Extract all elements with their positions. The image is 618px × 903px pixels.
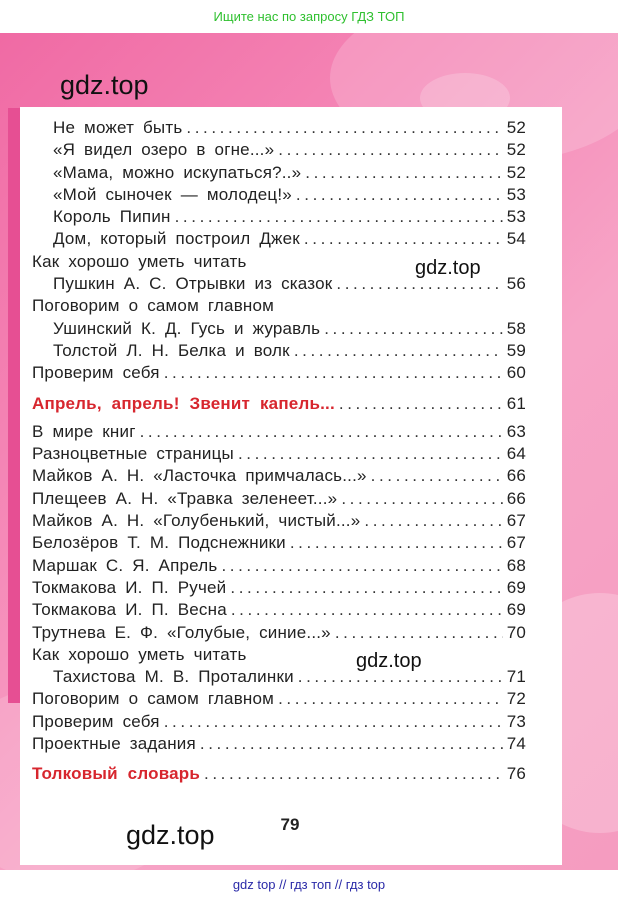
toc-entry: Проверим себя ..... 73: [32, 712, 526, 734]
toc-entry: Майков А. Н. «Ласточка примчалась...» ..... 66: [32, 466, 526, 488]
toc-entry: Не может быть ..... 52: [32, 118, 526, 140]
toc-entry: Ушинский К. Д. Гусь и журавль ..... 58: [32, 319, 526, 341]
toc-entry: Поговорим о самом главном ..... 72: [32, 689, 526, 711]
toc-entry: Белозёров Т. М. Подснежники ..... 67: [32, 533, 526, 555]
toc-entry: Разноцветные страницы ..... 64: [32, 444, 526, 466]
toc-entry: Проектные задания ..... 74: [32, 734, 526, 756]
toc-entry: Король Пипин ..... 53: [32, 207, 526, 229]
toc-entry: Проверим себя ..... 60: [32, 363, 526, 385]
toc-entry: Трутнева Е. Ф. «Голубые, синие...» ..... 70: [32, 623, 526, 645]
toc-entry: Пушкин А. С. Отрывки из сказок ..... 56: [32, 274, 526, 296]
toc-entry: Токмакова И. П. Весна ..... 69: [32, 600, 526, 622]
toc-entry: Как хорошо уметь читать: [32, 251, 247, 271]
toc-entry: Дом, который построил Джек ..... 54: [32, 229, 526, 251]
top-banner[interactable]: Ищите нас по запросу ГДЗ ТОП: [0, 0, 618, 33]
page-number: 79: [259, 804, 321, 848]
toc-entry: Маршак С. Я. Апрель ..... 68: [32, 556, 526, 578]
table-of-contents: [32, 118, 526, 787]
toc-entry: Плещеев А. Н. «Травка зеленеет...» ..... 66: [32, 489, 526, 511]
toc-entry: «Мой сыночек — молодец!» ..... 53: [32, 185, 526, 207]
watermark: gdz.top: [415, 257, 481, 279]
toc-section-title: Толковый словарь ..... 76: [32, 764, 526, 786]
toc-entry: Толстой Л. Н. Белка и волк ..... 59: [32, 341, 526, 363]
watermark: gdz.top: [356, 650, 422, 672]
toc-entry: Тахистова М. В. Проталинки ..... 71: [32, 667, 526, 689]
toc-entry: В мире книг ..... 63: [32, 422, 526, 444]
toc-entry: «Мама, можно искупаться?..» ..... 52: [32, 163, 526, 185]
toc-entry: Майков А. Н. «Голубенький, чистый...» ..... 67: [32, 511, 526, 533]
toc-entry: Токмакова И. П. Ручей ..... 69: [32, 578, 526, 600]
watermark: gdz.top: [60, 70, 149, 100]
toc-entry: Поговорим о самом главном: [32, 296, 275, 316]
watermark: gdz.top: [126, 820, 215, 850]
bottom-banner[interactable]: gdz top // гдз топ // гдз top: [0, 870, 618, 903]
toc-section-title: Апрель, апрель! Звенит капель... ..... 61: [32, 394, 526, 416]
toc-entry: «Я видел озеро в огне...» ..... 52: [32, 140, 526, 162]
toc-entry: Как хорошо уметь читать: [32, 644, 247, 664]
